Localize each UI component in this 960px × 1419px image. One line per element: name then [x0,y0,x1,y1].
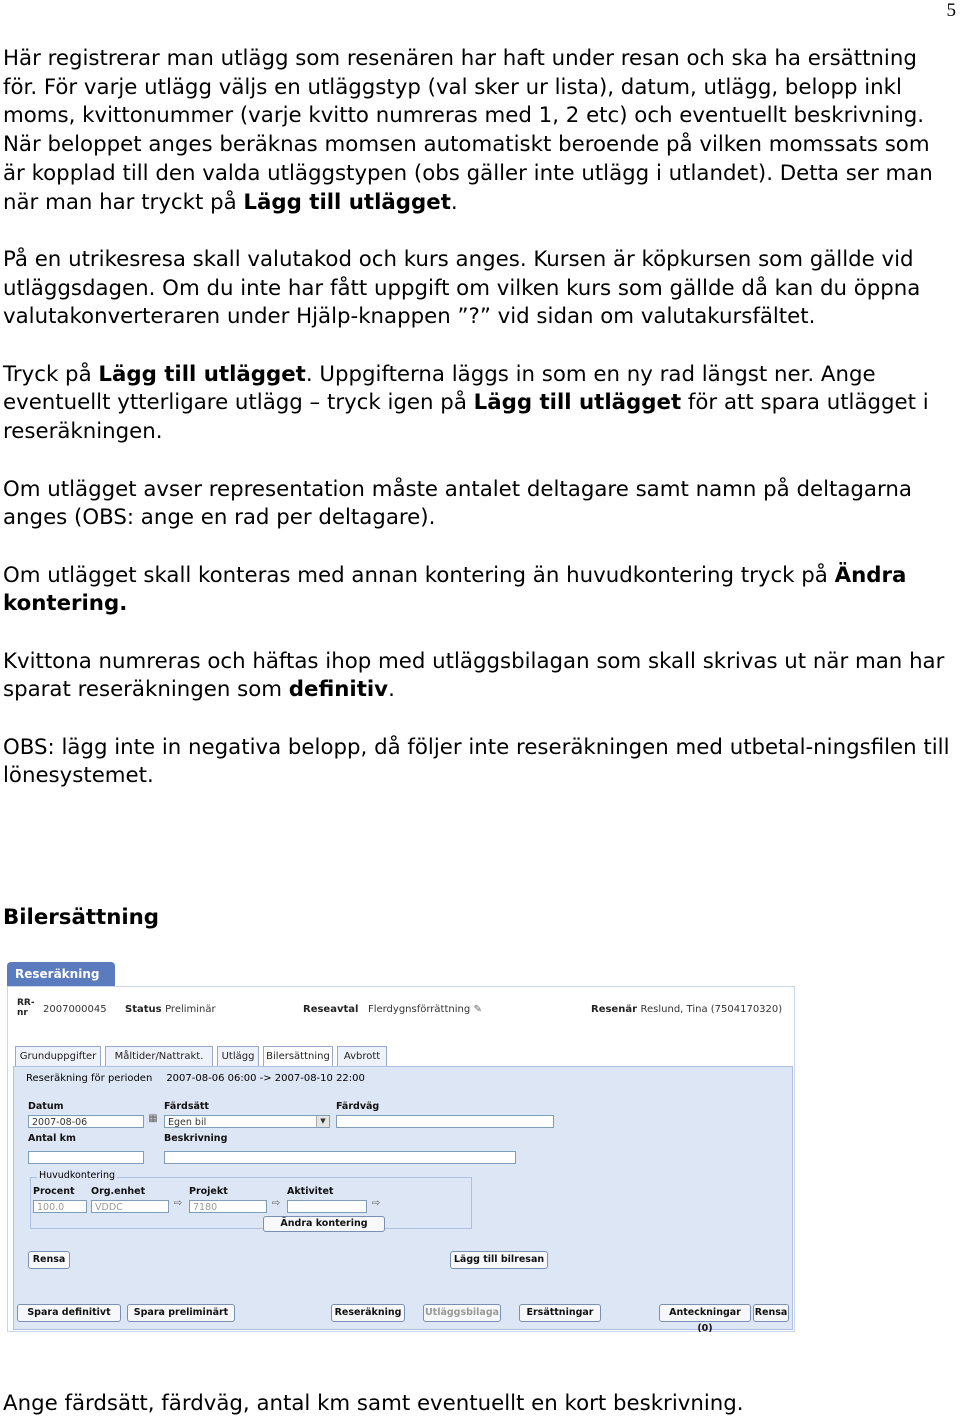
lagg-till-bilresan-button[interactable]: Lägg till bilresan [450,1251,548,1269]
spara-definitivt-button[interactable]: Spara definitivt [17,1304,121,1322]
fardsatt-label: Färdsätt [164,1101,209,1112]
bilersattning-panel [13,1066,793,1330]
paragraph-add-expense: Tryck på Lägg till utlägget. Uppgifterna läggs in som en ny rad längst ner. Ange eventuellt ytterligare utlägg – tryck igen på Lägg till utlägget för att spara utlägget i reseräkningen. [3,361,929,445]
ersattningar-button[interactable]: Ersättningar [519,1304,601,1322]
period-row: Reseräkning för perioden 2007-08-06 06:00 -> 2007-08-10 22:00 [26,1073,365,1084]
screenshot-title: Reseräkning [7,962,115,986]
paragraph-currency: På en utrikesresa skall valutakod och kurs anges. Kursen är köpkursen som gällde vid utläggsdagen. Om du inte har fått uppgift om vilken kurs som gällde då kan du öppna valutakonverteraren under Hjälp-knappen ”?” vid sidan om valutakursfältet. [3,246,921,330]
reseavtal-field: Reseavtal Flerdygnsförrättning ✎ [303,1004,483,1015]
projekt-input[interactable]: 7180 [189,1200,267,1213]
beskrivning-label: Beskrivning [164,1133,228,1144]
status-field: Status Preliminär [125,1004,216,1015]
aktivitet-label: Aktivitet [287,1186,334,1197]
anteckningar-button[interactable]: Anteckningar (0) [659,1304,751,1322]
tab-bilersattning[interactable]: Bilersättning [263,1046,333,1067]
paragraph-receipts: Kvittona numreras och häftas ihop med utläggsbilagan som skall skrivas ut när man har sparat reseräkningen som definitiv. [3,648,945,703]
paragraph-representation: Om utlägget avser representation måste antalet deltagare samt namn på deltagarna anges (OBS: ange en rad per deltagare). [3,476,912,531]
bottom-action-bar [13,1302,791,1332]
edit-icon[interactable]: ✎ [473,1004,483,1015]
spara-preliminart-button[interactable]: Spara preliminärt [127,1304,235,1322]
andra-kontering-button[interactable]: Ändra kontering [263,1216,385,1232]
utlaggsbilaga-button[interactable]: Utläggsbilaga [423,1304,501,1322]
antal-km-label: Antal km [28,1133,76,1144]
figure-caption: Ange färdsätt, färdväg, antal km samt eventuellt en kort beskrivning. [3,1391,744,1416]
lookup-icon[interactable]: ⇨ [173,1198,183,1209]
datum-input[interactable]: 2007-08-06 [28,1115,144,1128]
tab-maltider[interactable]: Måltider/Nattrakt. [105,1046,213,1067]
lookup-icon[interactable]: ⇨ [371,1198,381,1209]
orgenhet-input[interactable]: VDDC [91,1200,169,1213]
tab-avbrott[interactable]: Avbrott [337,1046,387,1067]
page-number: 5 [946,0,956,21]
aktivitet-input[interactable] [287,1200,367,1213]
reserakning-button[interactable]: Reseräkning [331,1304,405,1322]
procent-input[interactable]: 100.0 [33,1200,87,1213]
projekt-label: Projekt [189,1186,228,1197]
fardsatt-select[interactable]: Egen bil ▼ [164,1115,330,1128]
resenar-field: Resenär Reslund, Tina (7504170320) [591,1004,783,1015]
rr-value: 2007000045 [43,1004,107,1015]
rensa-button[interactable]: Rensa [28,1251,70,1269]
fardvag-label: Färdväg [336,1101,380,1112]
document-body [3,45,953,820]
chevron-down-icon[interactable]: ▼ [316,1116,329,1127]
section-heading: Bilersättning [3,905,160,930]
lookup-icon[interactable]: ⇨ [271,1198,281,1209]
calendar-icon[interactable]: ▦ [148,1113,158,1124]
huvudkontering-group [30,1170,472,1229]
fardvag-input[interactable] [336,1115,554,1128]
procent-label: Procent [33,1186,75,1197]
paragraph-obs: OBS: lägg inte in negativa belopp, då följer inte reseräkningen med utbetal-ningsfilen till lönesystemet. [3,734,950,789]
huvudkontering-label: Huvudkontering [39,1170,115,1181]
datum-label: Datum [28,1101,64,1112]
rr-label: RR- nr [17,998,35,1018]
rensa-bottom-button[interactable]: Rensa [753,1304,789,1322]
antal-km-input[interactable] [28,1151,144,1164]
travel-claim-screenshot [7,962,795,1332]
tab-utlagg[interactable]: Utlägg [217,1046,259,1067]
paragraph-accounting: Om utlägget skall konteras med annan kontering än huvudkontering tryck på Ändra kontering. [3,562,907,617]
orgenhet-label: Org.enhet [91,1186,146,1197]
paragraph-expenses: Här registrerar man utlägg som resenären har haft under resan och ska ha ersättning för. För varje utlägg väljs en utläggstyp (val sker ur lista), datum, utlägg, belopp inkl moms, kvittonummer (varje kvitto numreras med 1, 2 etc) och eventuellt beskrivning. När beloppet anges beräknas momsen automatiskt beroende på vilken momssats som är kopplad till den valda utläggstypen (obs gäller inte utlägg i utlandet). Detta ser man när man har tryckt på Lägg till utlägget. [3,46,933,215]
tab-grunduppgifter[interactable]: Grunduppgifter [15,1046,101,1067]
beskrivning-input[interactable] [164,1151,516,1164]
